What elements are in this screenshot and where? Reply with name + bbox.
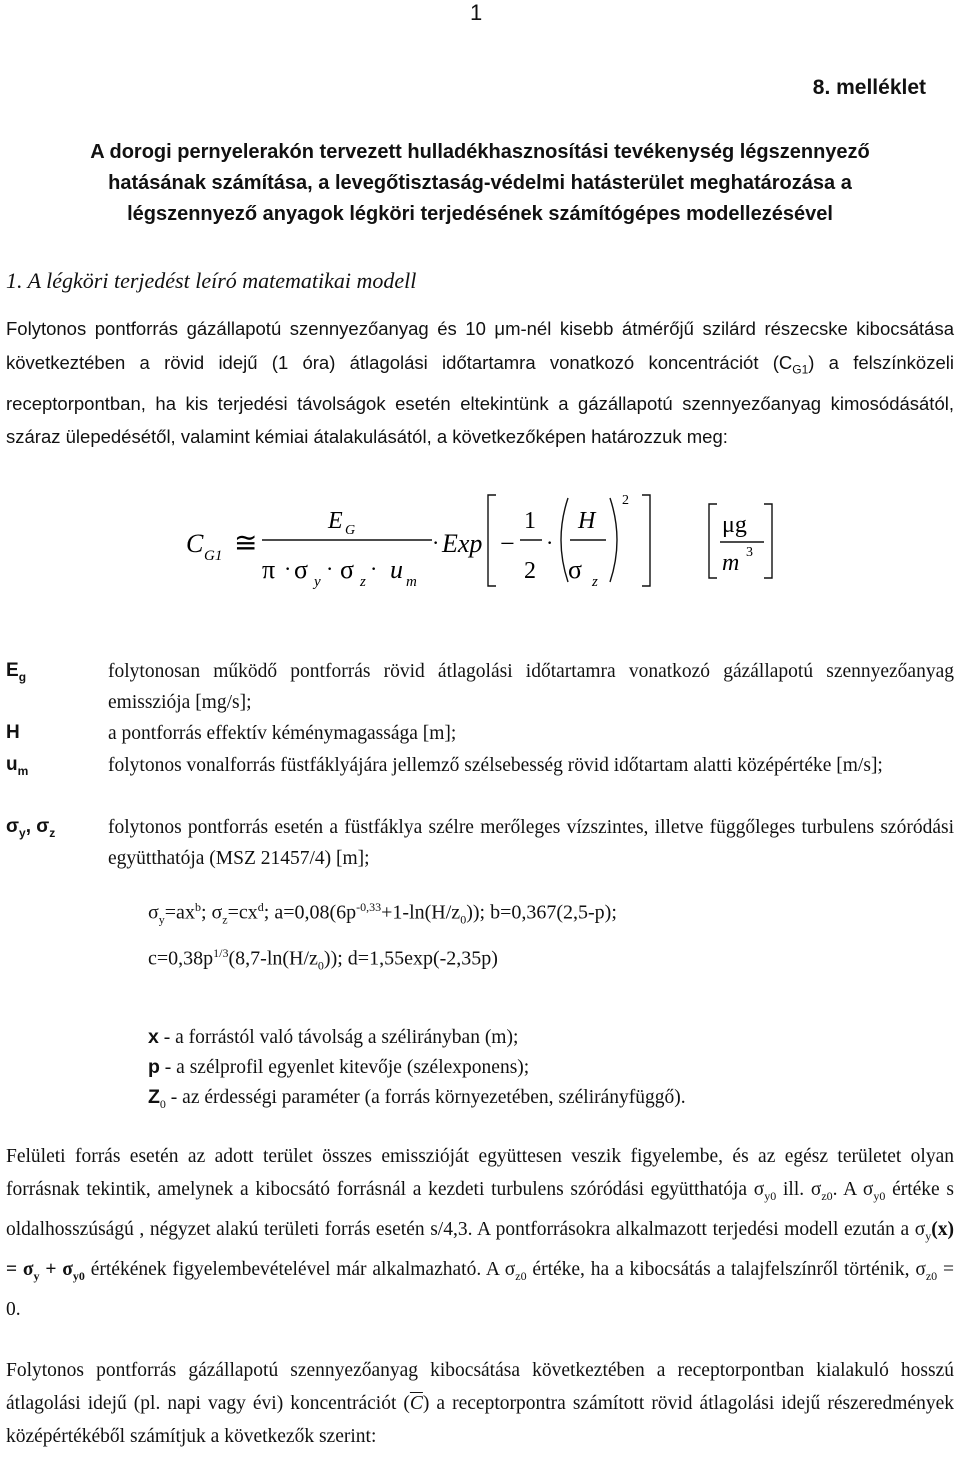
- eq-sub: y: [158, 912, 165, 927]
- title-line: hatásának számítása, a levegőtisztaság-védelmi hatásterület meghatározása a: [108, 172, 852, 194]
- formula-minus: −: [500, 529, 515, 558]
- eq-sup: d: [257, 900, 264, 914]
- subscript: z0: [515, 1268, 527, 1283]
- eq-part: )); b=0,367(2,5-p);: [466, 901, 617, 924]
- bracket-right: [764, 504, 772, 578]
- c-bar-symbol: $\overline{C}$: [409, 1393, 423, 1414]
- formula-u: u: [390, 555, 403, 584]
- subscript: y: [33, 1268, 40, 1283]
- eq-sup: b: [194, 900, 201, 914]
- subscript: y0: [72, 1268, 85, 1283]
- unit-mu-g: μg: [722, 512, 747, 538]
- text-run: Felületi forrás esetén az adott terület összes emisszióját együttesen veszik figyelembe, és az egész területet olyan forrásnak tekintik, amelynek a kibocsátó forrásnál a kezdeti turbulens szóródási együtthatója σ: [6, 1146, 954, 1200]
- formula-c-sub: G1: [204, 548, 223, 564]
- variable-symbol: p: [148, 1056, 160, 1078]
- formula-dot: ·: [546, 530, 554, 555]
- formula-approx: ≅: [234, 528, 258, 559]
- text-run: Folytonos pontforrás gázállapotú szennyezőanyag kibocsátása következtében a receptorpontban kialakuló hosszú átlagolási idejű (pl. napi vagy évi) koncentrációt (: [6, 1360, 954, 1414]
- formula-sigma: σ: [340, 555, 355, 584]
- subscript: z0: [821, 1188, 833, 1203]
- subscript: y: [925, 1228, 932, 1243]
- formula-sub-y: y: [314, 574, 321, 590]
- title-line: légszennyező anyagok légköri terjedésének számítógépes modellezésével: [127, 203, 833, 225]
- formula-sub-m: m: [406, 574, 417, 590]
- bracket-right: [642, 495, 650, 586]
- symbol-sub: m: [17, 763, 29, 778]
- eq-part: (8,7-ln(H/z: [228, 947, 318, 970]
- formula-two: 2: [524, 558, 536, 584]
- text-run: (x) = σ: [6, 1218, 954, 1280]
- eq-sup: -0,33: [356, 900, 382, 914]
- definition-text: folytonos vonalforrás füstfáklyájára jellemző szélsebesség rövid időtartam alatti középértéke [m/s];: [108, 755, 883, 776]
- variable-item: [148, 1056, 529, 1079]
- concentration-formula: [0, 490, 960, 600]
- variable-text: - az érdességi paraméter (a forrás környezetében, szélirányfüggő).: [165, 1087, 686, 1108]
- formula-dot: ·: [370, 556, 378, 581]
- formula-sigma: σ: [294, 555, 309, 584]
- eq-part: =cx: [227, 901, 258, 924]
- long-term-paragraph: [6, 1354, 954, 1453]
- definition-text: folytonosan működő pontforrás rövid átlagolási időtartamra vonatkozó gázállapotú szennyezőanyag emissziója [mg/s];: [108, 661, 954, 713]
- variable-symbol: x: [148, 1026, 159, 1048]
- eq-part: =ax: [164, 901, 195, 924]
- symbol-text: , σ: [25, 816, 50, 837]
- variable-text: - a szélprofil egyenlet kitevője (szélexponens);: [159, 1057, 530, 1078]
- formula-exp: Exp: [442, 529, 483, 558]
- symbol-text: u: [6, 754, 18, 775]
- formula-dot: ·: [284, 556, 292, 581]
- formula-dot: ·: [432, 530, 440, 555]
- surface-source-paragraph: [6, 1140, 954, 1326]
- section-heading: 1. A légköri terjedést leíró matematikai modell: [6, 268, 417, 293]
- definition-symbol: [6, 816, 55, 840]
- intro-paragraph: [6, 312, 954, 454]
- bracket-left: [488, 495, 496, 586]
- subscript: y0: [873, 1188, 886, 1203]
- text-run: értéke s oldalhosszúságú , négyzet alakú területi forrás esetén s/4,3. A pontforrásokra alkalmazott terjedési modell ezután a σ: [6, 1179, 954, 1240]
- eq-sub: 0: [317, 958, 324, 973]
- bracket-left: [709, 504, 717, 578]
- subscript: z0: [925, 1268, 938, 1283]
- unit-exponent: 3: [746, 545, 753, 560]
- text-run: ) a receptorpontra számított rövid átlagolási idejű részeredmények középértékéből számítjuk a következők szerint:: [6, 1393, 955, 1447]
- coefficient-equation: [148, 946, 498, 974]
- formula-sub-z: z: [360, 574, 366, 590]
- eq-part: c=0,38p: [148, 947, 214, 970]
- subscript: G1: [792, 362, 809, 377]
- paren-right: [610, 498, 617, 582]
- eq-sub: z: [222, 912, 228, 927]
- formula-pi: π: [262, 555, 276, 584]
- eq-sub: 0: [460, 912, 467, 927]
- formula-sub-z: z: [592, 574, 598, 590]
- symbol-text: E: [6, 660, 19, 681]
- eq-part: σ: [148, 901, 159, 924]
- formula-e: E: [328, 508, 343, 534]
- definition-text: folytonos pontforrás esetén a füstfáklya szélre merőleges vízszintes, illetve függőleges turbulens szóródási együtthatója (MSZ 21457/4) [m];: [108, 817, 954, 869]
- eq-part: +1-ln(H/z: [381, 901, 461, 924]
- symbol-text: σ: [6, 816, 19, 837]
- formula-sigma: σ: [568, 555, 583, 584]
- text-run: . A σ: [832, 1179, 874, 1200]
- subscript: y0: [764, 1188, 777, 1203]
- formula-square: 2: [622, 493, 629, 508]
- formula-c: C: [186, 529, 204, 558]
- title-line: A dorogi pernyelerakón tervezett hulladékhasznosítási tevékenység légszennyező: [90, 141, 870, 163]
- text-run: értékének figyelembevételével már alkalmazható. A σ: [84, 1258, 516, 1280]
- formula-svg: [0, 490, 960, 600]
- variable-symbol: Z: [148, 1086, 160, 1108]
- variable-sub: 0: [159, 1096, 166, 1111]
- symbol-sub: z: [49, 825, 56, 840]
- eq-part: ; a=0,08(6p: [263, 901, 357, 924]
- document-title: [20, 137, 940, 230]
- definition-symbol: [6, 660, 26, 684]
- formula-dot: ·: [326, 556, 334, 581]
- formula-e-sub: G: [345, 523, 356, 538]
- text-run: Folytonos pontforrás gázállapotú szennyezőanyag és 10 μm-nél kisebb átmérőjű szilárd részecske kibocsátása következtében a rövid idejű (1 óra) átlagolási időtartamra vonatkozó koncentrációt (C: [6, 318, 954, 373]
- variable-text: - a forrástól való távolság a szélirányban (m);: [158, 1027, 519, 1048]
- page-number: 1: [470, 0, 483, 25]
- annex-label: 8. melléklet: [812, 76, 926, 99]
- formula-h: H: [578, 508, 596, 534]
- eq-part: )); d=1,55exp(-2,35p): [323, 947, 498, 970]
- text-run: értéke, ha a kibocsátás a talajfelszínről történik, σ: [526, 1258, 926, 1280]
- symbol-sub: y: [19, 825, 26, 840]
- variable-item: [148, 1086, 686, 1112]
- eq-part: ; σ: [200, 901, 223, 924]
- definition-symbol: [6, 754, 28, 778]
- symbol-sub: g: [18, 669, 27, 684]
- text-run: + σ: [39, 1258, 73, 1280]
- eq-sup: 1/3: [213, 946, 229, 960]
- unit-m: m: [722, 550, 740, 576]
- text-run: ill. σ: [776, 1179, 822, 1200]
- formula-one: 1: [524, 508, 536, 534]
- sigma-equation: [148, 900, 617, 928]
- paren-left: [561, 498, 568, 582]
- text-run: ) a felszínközeli receptorpontban, ha kis terjedési távolságok esetén eltekintünk a gázállapotú szennyezőanyag kimosódásától, száraz ülepedésétől, valamint kémiai átalakulásától, a következőképen határozzuk meg:: [6, 351, 954, 448]
- variable-item: [148, 1026, 518, 1049]
- definition-symbol: H: [6, 722, 20, 743]
- text-run: = 0.: [6, 1258, 955, 1320]
- definition-text: a pontforrás effektív kéménymagassága [m];: [108, 723, 457, 744]
